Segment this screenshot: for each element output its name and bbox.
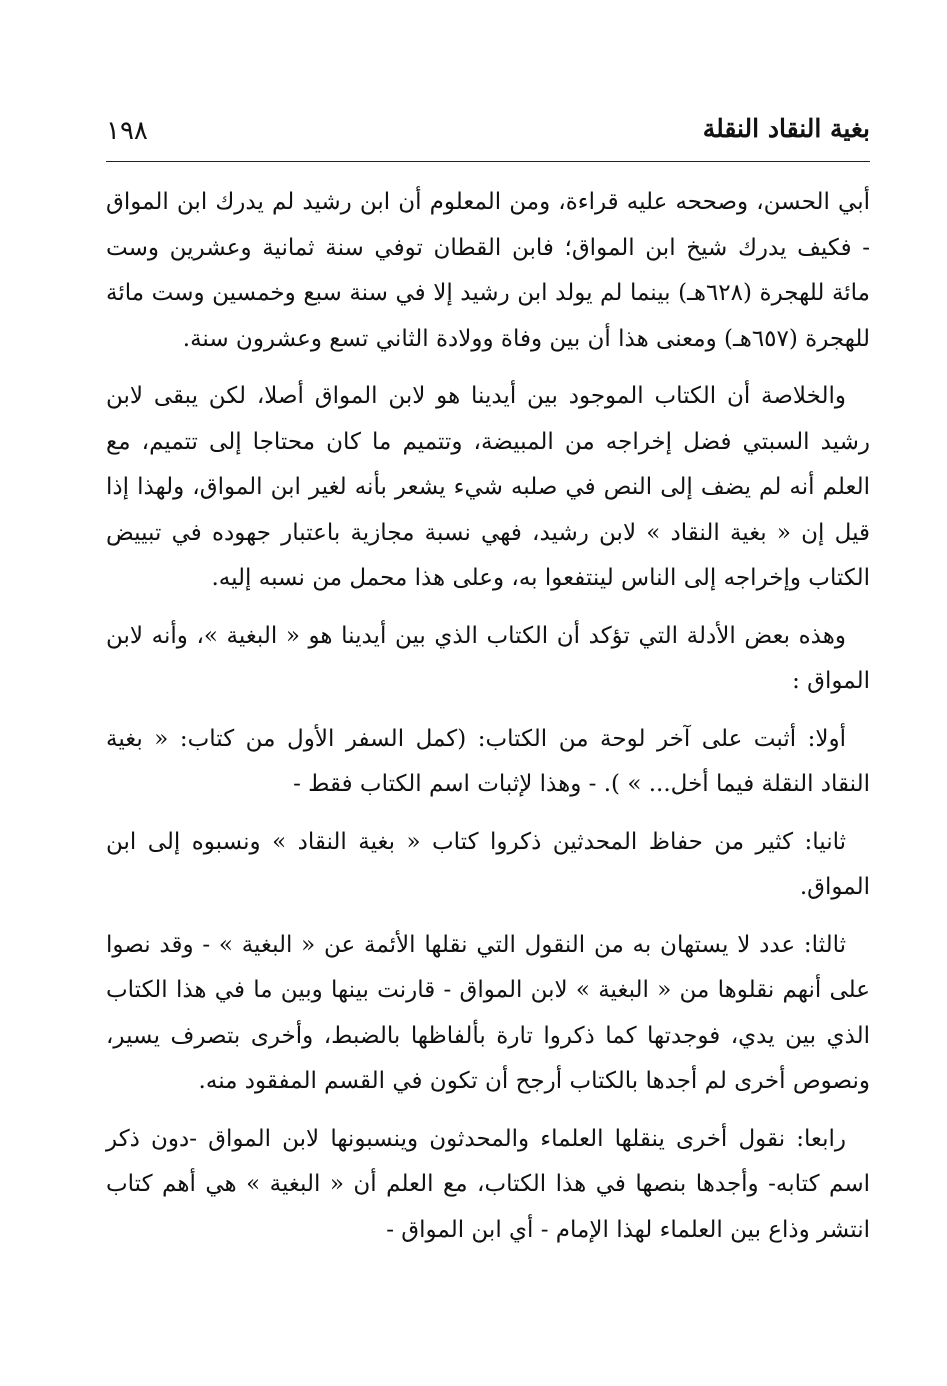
- paragraph-5: ثانيا: كثير من حفاظ المحدثين ذكروا كتاب « بغية النقاد » ونسبوه إلى ابن المواق.: [106, 828, 870, 900]
- running-header: [106, 112, 870, 156]
- paragraph-2: والخلاصة أن الكتاب الموجود بين أيدينا هو لابن المواق أصلا، لكن يبقى لابن رشيد السبتي فضل إخراجه من المبيضة، وتتميم ما كان محتاجا إلى تتميم، مع العلم أنه لم يضف إلى النص في صلبه شيء يشعر بأنه لغير ابن المواق، ولهذا إذا قيل إن « بغية النقاد » لابن رشيد، فهي نسبة مجازية باعتبار جهوده في تبييض الكتاب وإخراجه إلى الناس لينتفعوا به، وعلى هذا محمل من نسبه إليه.: [106, 383, 870, 591]
- body-text: [106, 180, 870, 1265]
- paragraph-3: وهذه بعض الأدلة التي تؤكد أن الكتاب الذي بين أيدينا هو « البغية »، وأنه لابن المواق :: [106, 622, 870, 694]
- paragraph-1: أبي الحسن، وصححه عليه قراءة، ومن المعلوم أن ابن رشيد لم يدرك ابن المواق - فكيف يدرك شيخ ابن المواق؛ فابن القطان توفي سنة ثمانية وعشرين وست مائة للهجرة (٦٢٨هـ) بينما لم يولد ابن رشيد إلا في سنة سبع وخمسين وست مائة للهجرة (٦٥٧هـ) ومعنى هذا أن بين وفاة وولادة الثاني تسع وعشرون سنة.: [106, 189, 871, 352]
- paragraph-6: ثالثا: عدد لا يستهان به من النقول التي نقلها الأئمة عن « البغية » - وقد نصوا على أنهم نقلوها من « البغية » لابن المواق - قارنت بينها وبين ما في هذا الكتاب الذي بين يدي، فوجدتها كما ذكروا تارة بألفاظها بالضبط، وأخرى بتصرف يسير، ونصوص أخرى لم أجدها بالكتاب أرجح أن تكون في القسم المفقود منه.: [106, 931, 870, 1094]
- page-number: ١٩٨: [106, 116, 148, 146]
- paragraph-4: أولا: أثبت على آخر لوحة من الكتاب: (كمل السفر الأول من كتاب: « بغية النقاد النقلة فيما أخل... » ). - وهذا لإثبات اسم الكتاب فقط -: [106, 725, 870, 797]
- header-divider: [106, 161, 870, 162]
- paragraph-7: رابعا: نقول أخرى ينقلها العلماء والمحدثون وينسبونها لابن المواق -دون ذكر اسم كتابه- وأجدها بنصها في هذا الكتاب، مع العلم أن « البغية » هي أهم كتاب انتشر وذاع بين العلماء لهذا الإمام - أي ابن المواق -: [106, 1125, 870, 1243]
- book-title: بغية النقاد النقلة: [702, 114, 870, 143]
